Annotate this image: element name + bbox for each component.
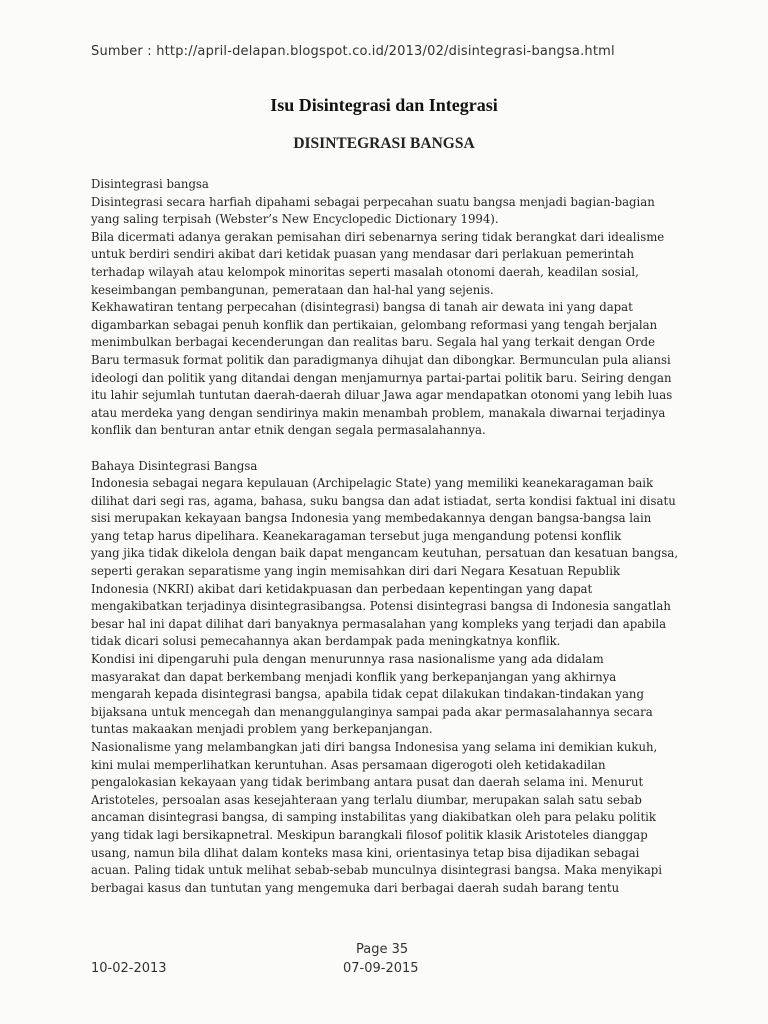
text-line: mengakibatkan terjadinya disintegrasibangsa. Potensi disintegrasi bangsa di Indonesia sangatlah (91, 599, 671, 614)
text-line: ancaman disintegrasi bangsa, di samping instabilitas yang diakibatkan oleh para pelaku politik (91, 810, 657, 825)
text-line: Kondisi ini dipengaruhi pula dengan menurunnya rasa nasionalisme yang ada didalam (91, 652, 604, 667)
text-line: ideologi dan politik yang ditandai dengan menjamurnya partai-partai politik baru. Seiring dengan (91, 370, 672, 385)
text-line: Disintegrasi bangsa (91, 177, 209, 191)
footer-date-left: 10-02-2013 (91, 961, 167, 976)
text-line: yang tidak lagi bersikapnetral. Meskipun barangkali filosof politik klasik Aristoteles dianggap (91, 827, 648, 842)
paragraph-intro (91, 176, 681, 440)
section-heading: DISINTEGRASI BANGSA (293, 135, 475, 152)
text-line: menimbulkan berbagai kecenderungan dan realitas baru. Segala hal yang terkait dengan Orde (91, 335, 656, 350)
text-line: usang, namun bila dlihat dalam konteks masa kini, orientasinya tetap bisa dijadikan sebagai (91, 845, 640, 860)
text-line: konflik dan benturan antar etnik dengan segala permasalahannya. (91, 423, 486, 438)
text-line: keseimbangan pembangunan, pemerataan dan hal-hal yang sejenis. (91, 282, 494, 297)
page-number: Page 35 (356, 942, 409, 957)
paragraph-spacer (91, 440, 681, 458)
text-line: itu lahir sejumlah tuntutan daerah-daerah diluar Jawa agar mendapatkan otonomi yang lebih luas (91, 388, 673, 403)
text-line: sisi merupakan kekayaan bangsa Indonesia yang membedakannya dengan bangsa-bangsa lain (91, 511, 652, 526)
text-line: besar hal ini dapat dilihat dari banyaknya permasalahan yang kompleks yang terjadi dan apabila (91, 616, 667, 631)
text-line: berbagai kasus dan tuntutan yang mengemuka dari berbagai daerah sudah barang tentu (91, 880, 620, 895)
text-line: Aristoteles, persoalan asas kesejahteraan yang terlalu diumbar, merupakan salah satu sebab (91, 792, 642, 807)
document-body (91, 176, 681, 897)
text-line: mengarah kepada disintegrasi bangsa, apabila tidak cepat dilakukan tindakan-tindakan yang (91, 687, 644, 702)
text-line: Disintegrasi secara harfiah dipahami sebagai perpecahan suatu bangsa menjadi bagian-bagian (91, 194, 655, 209)
text-line: tidak dicari solusi pemecahannya akan berdampak pada meningkatnya konflik. (91, 634, 561, 649)
text-line: Baru termasuk format politik dan paradigmanya dihujat dan dibongkar. Bermunculan pula aliansi (91, 352, 671, 367)
text-line: yang jika tidak dikelola dengan baik dapat mengancam keutuhan, persatuan dan kesatuan bangsa, (91, 546, 679, 561)
text-line: dilihat dari segi ras, agama, bahasa, suku bangsa dan adat istiadat, serta kondisi faktual ini disatu (91, 493, 676, 508)
text-line: yang tetap harus dipelihara. Keanekaragaman tersebut juga mengandung potensi konflik (91, 528, 622, 543)
text-line: pengalokasian kekayaan yang tidak berimbang antara pusat dan daerah selama ini. Menurut (91, 775, 644, 790)
footer-date-center: 07-09-2015 (343, 961, 419, 976)
text-line: acuan. Paling tidak untuk melihat sebab-sebab munculnya disintegrasi bangsa. Maka menyikapi (91, 863, 663, 878)
paragraph-danger (91, 458, 681, 898)
text-line: yang saling terpisah (Webster’s New Encyclopedic Dictionary 1994). (91, 212, 499, 227)
text-line: terhadap wilayah atau kelompok minoritas seperti masalah otonomi daerah, keadilan sosial, (91, 264, 639, 279)
text-line: masyarakat dan dapat berkembang menjadi konflik yang berkepanjangan yang akhirnya (91, 669, 617, 684)
text-line: digambarkan sebagai penuh konflik dan pertikaian, gelombang reformasi yang tengah berjalan (91, 317, 658, 332)
text-line: kini mulai memperlihatkan keruntuhan. Asas persamaan digerogoti oleh ketidakadilan (91, 757, 606, 772)
text-line: seperti gerakan separatisme yang ingin memisahkan diri dari Negara Kesatuan Republik (91, 564, 621, 579)
text-line: tuntas makaakan menjadi problem yang berkepanjangan. (91, 722, 433, 737)
text-line: Kekhawatiran tentang perpecahan (disintegrasi) bangsa di tanah air dewata ini yang dapat (91, 300, 633, 315)
text-line: Nasionalisme yang melambangkan jati diri bangsa Indonesisa yang selama ini demikian kukuh, (91, 740, 658, 754)
text-line: untuk berdiri sendiri akibat dari ketidak puasan yang mendasar dari perlakuan pemerintah (91, 247, 635, 262)
source-line: Sumber : http://april-delapan.blogspot.co.id/2013/02/disintegrasi-bangsa.html (91, 44, 615, 59)
text-line: atau merdeka yang dengan sendirinya makin menambah problem, manakala diwarnai terjadinya (91, 405, 666, 420)
text-line: Indonesia (NKRI) akibat dari ketidakpuasan dan perbedaan kepentingan yang dapat (91, 581, 593, 596)
text-line: Bahaya Disintegrasi Bangsa (91, 458, 258, 473)
text-line: Indonesia sebagai negara kepulauan (Archipelagic State) yang memiliki keanekaragaman baik (91, 476, 654, 491)
text-line: bijaksana untuk mencegah dan menanggulanginya sampai pada akar permasalahannya secara (91, 704, 653, 719)
document-title: Isu Disintegrasi dan Integrasi (270, 95, 498, 115)
text-line: Bila dicermati adanya gerakan pemisahan diri sebenarnya sering tidak berangkat dari idealisme (91, 229, 665, 244)
